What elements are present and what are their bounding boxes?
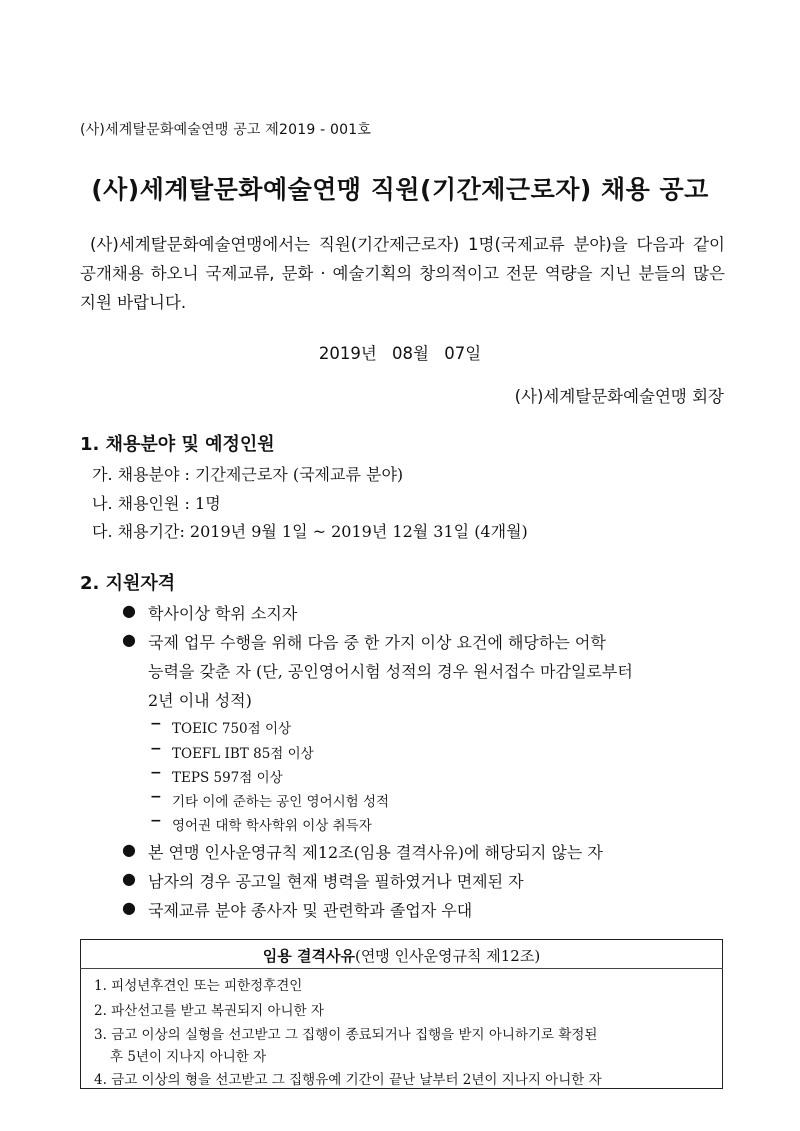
notice-number: (사)세계탈문화예술연맹 공고 제2019 - 001호 <box>80 122 372 138</box>
section2-heading: 2. 지원자격 <box>80 573 176 594</box>
dash-icon: − <box>150 789 162 805</box>
bullet-icon: ● <box>122 630 136 649</box>
dash-icon: − <box>150 716 162 732</box>
disqualification-box-title <box>80 945 723 966</box>
disqualification-reason: 4. 금고 이상의 형을 선고받고 그 집행유예 기간이 끝난 날부터 2년이 지나지 아니한 자 <box>94 1072 602 1088</box>
qualification-disqualification: 본 연맹 인사운영규칙 제12조(임용 결격사유)에 해당되지 않는 자 <box>148 843 603 862</box>
disqualification-box-title-bold: 임용 결격사유 <box>262 947 355 965</box>
qualification-military: 남자의 경우 공고일 현재 병력을 필하였거나 면제된 자 <box>148 872 524 891</box>
bullet-icon: ● <box>122 869 136 888</box>
language-requirement-item: TEPS 597점 이상 <box>172 770 283 786</box>
box-divider <box>80 968 723 969</box>
intro-paragraph: (사)세계탈문화예술연맹에서는 직원(기간제근로자) 1명(국제교류 분야)을 다음과 같이 공개채용 하오니 국제교류, 문화 · 예술기획의 창의적이고 전문 역량을 지닌 분들의 많은 지원 바랍니다. <box>80 235 725 312</box>
disqualification-box-title-rest: (연맹 인사운영규칙 제12조) <box>354 947 541 965</box>
language-requirement-item: 영어권 대학 학사학위 이상 취득자 <box>172 818 372 834</box>
disqualification-reason-continued: 후 5년이 지나지 아니한 자 <box>110 1049 267 1065</box>
language-requirement-item: TOEFL IBT 85점 이상 <box>172 746 314 762</box>
disqualification-reason: 1. 피성년후견인 또는 피한정후견인 <box>94 978 303 994</box>
bullet-icon: ● <box>122 898 136 917</box>
qualification-language-line2: 능력을 갖춘 자 (단, 공인영어시험 성적의 경우 원서접수 마감일로부터 <box>148 662 633 681</box>
document-title: (사)세계탈문화예술연맹 직원(기간제근로자) 채용 공고 <box>91 175 709 204</box>
section1-heading: 1. 채용분야 및 예정인원 <box>80 434 275 455</box>
bullet-icon: ● <box>122 601 136 620</box>
dash-icon: − <box>150 813 162 829</box>
qualification-language-line1: 국제 업무 수행을 위해 다음 중 한 가지 이상 요건에 해당하는 어학 <box>148 633 606 652</box>
qualification-degree: 학사이상 학위 소지자 <box>148 604 298 623</box>
signer: (사)세계탈문화예술연맹 회장 <box>514 387 724 406</box>
bullet-icon: ● <box>122 840 136 859</box>
section1-item-field: 가. 채용분야 : 기간제근로자 (국제교류 분야) <box>92 465 404 484</box>
section1-item-count: 나. 채용인원 : 1명 <box>92 494 221 513</box>
language-requirement-item: 기타 이에 준하는 공인 영어시험 성적 <box>172 794 390 810</box>
dash-icon: − <box>150 765 162 781</box>
disqualification-reason: 3. 금고 이상의 실형을 선고받고 그 집행이 종료되거나 집행을 받지 아니하기로 확정된 <box>94 1027 598 1043</box>
qualification-language-line3: 2년 이내 성적) <box>148 691 252 710</box>
language-requirement-item: TOEIC 750점 이상 <box>172 721 292 737</box>
dash-icon: − <box>150 741 162 757</box>
section1-item-period: 다. 채용기간: 2019년 9월 1일 ~ 2019년 12월 31일 (4개월) <box>92 522 528 541</box>
disqualification-reason: 2. 파산선고를 받고 복권되지 아니한 자 <box>94 1003 324 1019</box>
notice-date: 2019년 08월 07일 <box>318 344 482 363</box>
qualification-preference: 국제교류 분야 종사자 및 관련학과 졸업자 우대 <box>148 901 473 920</box>
